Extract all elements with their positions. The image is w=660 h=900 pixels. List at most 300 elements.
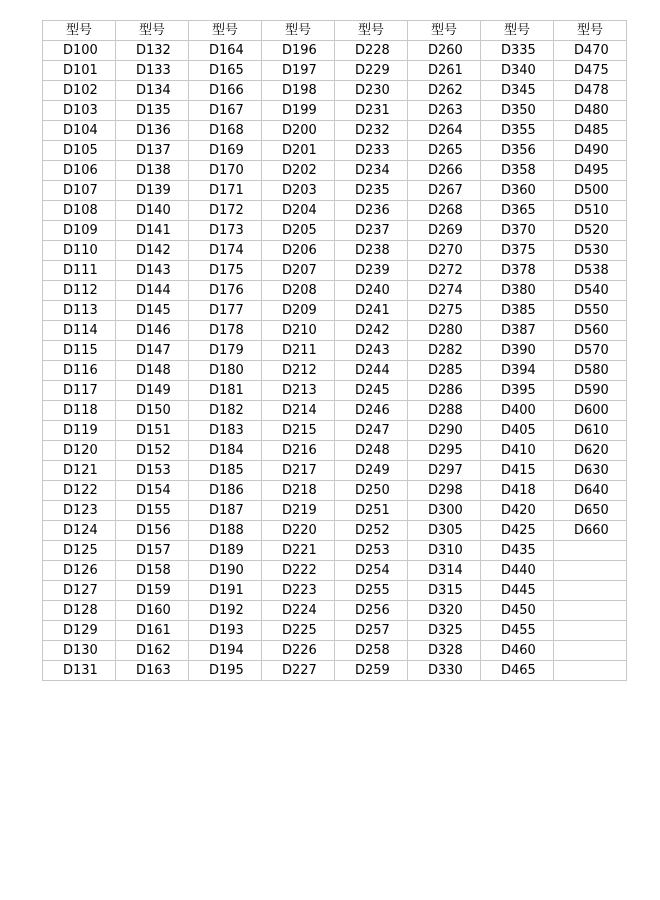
table-cell[interactable]: D140 (116, 201, 189, 221)
table-cell[interactable]: D154 (116, 481, 189, 501)
table-row (43, 541, 627, 561)
table-cell[interactable]: D117 (43, 381, 116, 401)
table-cell[interactable]: D282 (408, 341, 481, 361)
table-cell[interactable]: D112 (43, 281, 116, 301)
table-cell[interactable]: D244 (335, 361, 408, 381)
table-cell[interactable]: D186 (189, 481, 262, 501)
table-cell[interactable]: D104 (43, 121, 116, 141)
header-row (43, 21, 627, 41)
table-cell[interactable]: D315 (408, 581, 481, 601)
table-cell[interactable]: D247 (335, 421, 408, 441)
table-cell[interactable]: D231 (335, 101, 408, 121)
table-cell[interactable]: D213 (262, 381, 335, 401)
table-row (43, 221, 627, 241)
table-cell[interactable]: D298 (408, 481, 481, 501)
table-cell[interactable]: D260 (408, 41, 481, 61)
table-cell[interactable]: D440 (481, 561, 554, 581)
table-row (43, 401, 627, 421)
table-cell[interactable]: D620 (554, 441, 627, 461)
table-cell[interactable]: D115 (43, 341, 116, 361)
table-cell[interactable]: D375 (481, 241, 554, 261)
table-cell[interactable]: D230 (335, 81, 408, 101)
table-cell[interactable]: D171 (189, 181, 262, 201)
table-cell[interactable]: D138 (116, 161, 189, 181)
table-cell[interactable]: D285 (408, 361, 481, 381)
table-cell[interactable]: D120 (43, 441, 116, 461)
table-cell[interactable]: D205 (262, 221, 335, 241)
table-row (43, 161, 627, 181)
table-cell[interactable]: D650 (554, 501, 627, 521)
table-cell[interactable]: D295 (408, 441, 481, 461)
table-cell[interactable]: D380 (481, 281, 554, 301)
table-cell[interactable]: D147 (116, 341, 189, 361)
table-cell[interactable]: D132 (116, 41, 189, 61)
table-row (43, 661, 627, 681)
table-cell[interactable]: D143 (116, 261, 189, 281)
table-cell[interactable]: D212 (262, 361, 335, 381)
table-cell[interactable]: D460 (481, 641, 554, 661)
table-cell[interactable]: D155 (116, 501, 189, 521)
table-cell[interactable]: D275 (408, 301, 481, 321)
table-cell[interactable]: D245 (335, 381, 408, 401)
table-cell[interactable]: D150 (116, 401, 189, 421)
table-cell[interactable]: D161 (116, 621, 189, 641)
spreadsheet-sheet (42, 20, 627, 681)
table-cell[interactable]: D510 (554, 201, 627, 221)
table-cell[interactable]: D113 (43, 301, 116, 321)
table-row (43, 421, 627, 441)
table-cell[interactable]: D640 (554, 481, 627, 501)
table-cell[interactable]: D224 (262, 601, 335, 621)
table-row (43, 41, 627, 61)
table-row (43, 321, 627, 341)
table-cell[interactable]: D239 (335, 261, 408, 281)
table-cell[interactable]: D355 (481, 121, 554, 141)
table-cell[interactable]: D141 (116, 221, 189, 241)
table-cell[interactable]: D152 (116, 441, 189, 461)
table-cell[interactable]: D195 (189, 661, 262, 681)
table-cell[interactable]: D133 (116, 61, 189, 81)
table-row (43, 81, 627, 101)
table-cell[interactable]: D191 (189, 581, 262, 601)
table-cell[interactable]: D194 (189, 641, 262, 661)
table-cell[interactable]: D148 (116, 361, 189, 381)
table-row (43, 601, 627, 621)
table-cell[interactable]: D172 (189, 201, 262, 221)
table-cell[interactable]: D137 (116, 141, 189, 161)
column-header-3[interactable]: 型号 (189, 21, 262, 41)
table-cell[interactable]: D164 (189, 41, 262, 61)
table-cell[interactable]: D188 (189, 521, 262, 541)
table-cell[interactable]: D490 (554, 141, 627, 161)
table-cell[interactable]: D400 (481, 401, 554, 421)
table-cell[interactable]: D233 (335, 141, 408, 161)
table-cell[interactable]: D254 (335, 561, 408, 581)
table-cell[interactable]: D256 (335, 601, 408, 621)
table-row (43, 561, 627, 581)
table-cell[interactable]: D225 (262, 621, 335, 641)
table-cell[interactable]: D165 (189, 61, 262, 81)
table-cell[interactable]: D420 (481, 501, 554, 521)
table-cell[interactable]: D249 (335, 461, 408, 481)
table-cell[interactable]: D108 (43, 201, 116, 221)
model-table (42, 20, 627, 681)
table-cell[interactable]: D405 (481, 421, 554, 441)
table-cell[interactable]: D206 (262, 241, 335, 261)
table-cell[interactable]: D210 (262, 321, 335, 341)
table-cell[interactable]: D325 (408, 621, 481, 641)
table-cell[interactable]: D183 (189, 421, 262, 441)
table-cell[interactable]: D198 (262, 81, 335, 101)
table-cell[interactable]: D274 (408, 281, 481, 301)
table-cell[interactable]: D203 (262, 181, 335, 201)
table-cell[interactable]: D181 (189, 381, 262, 401)
table-cell[interactable]: D356 (481, 141, 554, 161)
table-cell[interactable]: D370 (481, 221, 554, 241)
table-cell[interactable]: D219 (262, 501, 335, 521)
table-cell[interactable]: D207 (262, 261, 335, 281)
table-cell[interactable]: D455 (481, 621, 554, 641)
table-cell[interactable]: D580 (554, 361, 627, 381)
table-row (43, 201, 627, 221)
table-cell[interactable]: D196 (262, 41, 335, 61)
table-cell[interactable]: D267 (408, 181, 481, 201)
table-cell[interactable]: D122 (43, 481, 116, 501)
table-cell[interactable]: D495 (554, 161, 627, 181)
table-cell[interactable]: D221 (262, 541, 335, 561)
table-cell[interactable]: D182 (189, 401, 262, 421)
table-cell[interactable]: D500 (554, 181, 627, 201)
table-row (43, 641, 627, 661)
table-cell[interactable]: D223 (262, 581, 335, 601)
column-header-8[interactable]: 型号 (554, 21, 627, 41)
table-row (43, 241, 627, 261)
table-row (43, 61, 627, 81)
table-cell[interactable]: D560 (554, 321, 627, 341)
table-cell[interactable]: D232 (335, 121, 408, 141)
table-row (43, 501, 627, 521)
table-cell[interactable]: D263 (408, 101, 481, 121)
table-cell[interactable]: D480 (554, 101, 627, 121)
table-cell[interactable]: D177 (189, 301, 262, 321)
table-cell[interactable]: D328 (408, 641, 481, 661)
table-cell[interactable]: D570 (554, 341, 627, 361)
table-cell[interactable]: D190 (189, 561, 262, 581)
table-cell[interactable]: D258 (335, 641, 408, 661)
table-cell[interactable]: D340 (481, 61, 554, 81)
table-cell[interactable]: D184 (189, 441, 262, 461)
table-cell[interactable]: D320 (408, 601, 481, 621)
table-row (43, 521, 627, 541)
table-cell[interactable] (554, 561, 627, 581)
table-cell[interactable]: D192 (189, 601, 262, 621)
table-cell[interactable]: D202 (262, 161, 335, 181)
table-cell[interactable]: D590 (554, 381, 627, 401)
table-cell[interactable]: D134 (116, 81, 189, 101)
table-cell[interactable]: D179 (189, 341, 262, 361)
table-row (43, 281, 627, 301)
table-cell[interactable]: D111 (43, 261, 116, 281)
table-cell[interactable]: D394 (481, 361, 554, 381)
table-cell[interactable]: D265 (408, 141, 481, 161)
table-cell[interactable]: D162 (116, 641, 189, 661)
table-cell[interactable]: D200 (262, 121, 335, 141)
table-cell[interactable]: D235 (335, 181, 408, 201)
column-header-5[interactable]: 型号 (335, 21, 408, 41)
table-cell[interactable]: D385 (481, 301, 554, 321)
table-cell[interactable]: D156 (116, 521, 189, 541)
table-cell[interactable]: D149 (116, 381, 189, 401)
table-cell[interactable]: D435 (481, 541, 554, 561)
column-header-6[interactable]: 型号 (408, 21, 481, 41)
table-cell[interactable]: D110 (43, 241, 116, 261)
table-cell[interactable]: D250 (335, 481, 408, 501)
table-cell[interactable]: D252 (335, 521, 408, 541)
table-row (43, 121, 627, 141)
table-cell[interactable]: D208 (262, 281, 335, 301)
table-cell[interactable]: D146 (116, 321, 189, 341)
table-cell[interactable]: D139 (116, 181, 189, 201)
table-cell[interactable]: D144 (116, 281, 189, 301)
table-row (43, 341, 627, 361)
table-cell[interactable]: D286 (408, 381, 481, 401)
table-cell[interactable]: D288 (408, 401, 481, 421)
table-cell[interactable]: D158 (116, 561, 189, 581)
table-cell[interactable]: D125 (43, 541, 116, 561)
table-cell[interactable]: D124 (43, 521, 116, 541)
table-cell[interactable]: D314 (408, 561, 481, 581)
table-cell[interactable]: D485 (554, 121, 627, 141)
table-cell[interactable]: D264 (408, 121, 481, 141)
table-cell[interactable]: D226 (262, 641, 335, 661)
table-cell[interactable]: D218 (262, 481, 335, 501)
table-cell[interactable]: D410 (481, 441, 554, 461)
table-cell[interactable]: D159 (116, 581, 189, 601)
table-row (43, 301, 627, 321)
table-cell[interactable]: D121 (43, 461, 116, 481)
table-cell[interactable]: D166 (189, 81, 262, 101)
table-body (43, 41, 627, 681)
table-cell[interactable]: D145 (116, 301, 189, 321)
table-cell[interactable]: D310 (408, 541, 481, 561)
table-cell[interactable]: D197 (262, 61, 335, 81)
table-cell[interactable]: D610 (554, 421, 627, 441)
table-cell[interactable]: D173 (189, 221, 262, 241)
table-cell[interactable]: D350 (481, 101, 554, 121)
table-cell[interactable]: D168 (189, 121, 262, 141)
table-cell[interactable]: D251 (335, 501, 408, 521)
table-cell[interactable]: D280 (408, 321, 481, 341)
table-cell[interactable]: D118 (43, 401, 116, 421)
table-cell[interactable]: D540 (554, 281, 627, 301)
table-cell[interactable]: D160 (116, 601, 189, 621)
table-cell[interactable]: D465 (481, 661, 554, 681)
table-cell[interactable]: D475 (554, 61, 627, 81)
table-cell[interactable]: D300 (408, 501, 481, 521)
table-cell[interactable]: D425 (481, 521, 554, 541)
table-cell[interactable]: D234 (335, 161, 408, 181)
column-header-2[interactable]: 型号 (116, 21, 189, 41)
table-cell[interactable]: D390 (481, 341, 554, 361)
table-cell[interactable]: D103 (43, 101, 116, 121)
table-cell[interactable]: D135 (116, 101, 189, 121)
table-cell[interactable]: D330 (408, 661, 481, 681)
table-cell[interactable]: D157 (116, 541, 189, 561)
table-cell[interactable]: D297 (408, 461, 481, 481)
table-cell[interactable]: D163 (116, 661, 189, 681)
table-cell[interactable]: D248 (335, 441, 408, 461)
table-cell[interactable]: D209 (262, 301, 335, 321)
table-cell[interactable]: D216 (262, 441, 335, 461)
table-cell[interactable]: D257 (335, 621, 408, 641)
table-cell[interactable]: D360 (481, 181, 554, 201)
table-cell[interactable]: D262 (408, 81, 481, 101)
table-cell[interactable]: D478 (554, 81, 627, 101)
table-cell[interactable]: D358 (481, 161, 554, 181)
column-header-7[interactable]: 型号 (481, 21, 554, 41)
table-cell[interactable]: D178 (189, 321, 262, 341)
table-cell[interactable] (554, 581, 627, 601)
table-cell[interactable]: D335 (481, 41, 554, 61)
table-row (43, 461, 627, 481)
table-cell[interactable]: D240 (335, 281, 408, 301)
table-cell[interactable]: D660 (554, 521, 627, 541)
table-cell[interactable]: D105 (43, 141, 116, 161)
table-cell[interactable]: D415 (481, 461, 554, 481)
table-cell[interactable]: D246 (335, 401, 408, 421)
table-cell[interactable]: D174 (189, 241, 262, 261)
table-cell[interactable]: D305 (408, 521, 481, 541)
table-cell[interactable]: D189 (189, 541, 262, 561)
table-cell[interactable] (554, 601, 627, 621)
table-cell[interactable]: D142 (116, 241, 189, 261)
table-cell[interactable]: D228 (335, 41, 408, 61)
table-cell[interactable]: D243 (335, 341, 408, 361)
table-cell[interactable]: D199 (262, 101, 335, 121)
table-cell[interactable]: D100 (43, 41, 116, 61)
table-cell[interactable]: D227 (262, 661, 335, 681)
table-cell[interactable]: D241 (335, 301, 408, 321)
table-cell[interactable]: D128 (43, 601, 116, 621)
table-cell[interactable]: D180 (189, 361, 262, 381)
table-cell[interactable]: D215 (262, 421, 335, 441)
table-cell[interactable]: D268 (408, 201, 481, 221)
table-cell[interactable]: D106 (43, 161, 116, 181)
table-row (43, 481, 627, 501)
table-cell[interactable]: D153 (116, 461, 189, 481)
table-cell[interactable]: D136 (116, 121, 189, 141)
table-cell[interactable]: D255 (335, 581, 408, 601)
table-cell[interactable]: D259 (335, 661, 408, 681)
table-cell[interactable] (554, 641, 627, 661)
table-cell[interactable]: D175 (189, 261, 262, 281)
table-row (43, 141, 627, 161)
table-cell[interactable]: D220 (262, 521, 335, 541)
table-cell[interactable]: D600 (554, 401, 627, 421)
table-cell[interactable]: D222 (262, 561, 335, 581)
table-cell[interactable]: D187 (189, 501, 262, 521)
table-cell[interactable] (554, 661, 627, 681)
table-cell[interactable]: D253 (335, 541, 408, 561)
table-cell[interactable]: D365 (481, 201, 554, 221)
table-cell[interactable]: D102 (43, 81, 116, 101)
table-cell[interactable]: D269 (408, 221, 481, 241)
table-cell[interactable]: D214 (262, 401, 335, 421)
table-cell[interactable]: D169 (189, 141, 262, 161)
table-cell[interactable] (554, 541, 627, 561)
column-header-1[interactable]: 型号 (43, 21, 116, 41)
table-cell[interactable]: D130 (43, 641, 116, 661)
table-cell[interactable]: D378 (481, 261, 554, 281)
table-row (43, 381, 627, 401)
table-cell[interactable]: D242 (335, 321, 408, 341)
table-cell[interactable]: D538 (554, 261, 627, 281)
table-cell[interactable]: D445 (481, 581, 554, 601)
table-cell[interactable]: D261 (408, 61, 481, 81)
table-cell[interactable]: D236 (335, 201, 408, 221)
table-cell[interactable]: D270 (408, 241, 481, 261)
table-cell[interactable]: D193 (189, 621, 262, 641)
table-row (43, 101, 627, 121)
table-row (43, 361, 627, 381)
table-row (43, 581, 627, 601)
table-cell[interactable]: D272 (408, 261, 481, 281)
table-cell[interactable]: D550 (554, 301, 627, 321)
table-cell[interactable]: D201 (262, 141, 335, 161)
table-cell[interactable]: D127 (43, 581, 116, 601)
table-cell[interactable]: D119 (43, 421, 116, 441)
table-cell[interactable]: D151 (116, 421, 189, 441)
table-cell[interactable]: D217 (262, 461, 335, 481)
table-cell[interactable]: D123 (43, 501, 116, 521)
table-cell[interactable]: D395 (481, 381, 554, 401)
table-cell[interactable]: D211 (262, 341, 335, 361)
table-cell[interactable]: D129 (43, 621, 116, 641)
table-cell[interactable]: D185 (189, 461, 262, 481)
table-cell[interactable]: D167 (189, 101, 262, 121)
table-cell[interactable]: D290 (408, 421, 481, 441)
table-cell[interactable]: D204 (262, 201, 335, 221)
table-cell[interactable]: D470 (554, 41, 627, 61)
table-cell[interactable]: D229 (335, 61, 408, 81)
table-cell[interactable]: D109 (43, 221, 116, 241)
table-cell[interactable]: D630 (554, 461, 627, 481)
table-row (43, 621, 627, 641)
table-cell[interactable]: D176 (189, 281, 262, 301)
table-cell[interactable]: D266 (408, 161, 481, 181)
table-cell[interactable]: D126 (43, 561, 116, 581)
table-cell[interactable]: D238 (335, 241, 408, 261)
table-cell[interactable]: D418 (481, 481, 554, 501)
table-cell[interactable]: D530 (554, 241, 627, 261)
table-cell[interactable]: D116 (43, 361, 116, 381)
table-cell[interactable]: D101 (43, 61, 116, 81)
table-row (43, 261, 627, 281)
table-cell[interactable]: D107 (43, 181, 116, 201)
table-cell[interactable] (554, 621, 627, 641)
table-cell[interactable]: D520 (554, 221, 627, 241)
column-header-4[interactable]: 型号 (262, 21, 335, 41)
table-cell[interactable]: D237 (335, 221, 408, 241)
table-row (43, 181, 627, 201)
table-cell[interactable]: D345 (481, 81, 554, 101)
table-cell[interactable]: D131 (43, 661, 116, 681)
table-cell[interactable]: D387 (481, 321, 554, 341)
table-cell[interactable]: D450 (481, 601, 554, 621)
table-cell[interactable]: D114 (43, 321, 116, 341)
table-row (43, 441, 627, 461)
table-cell[interactable]: D170 (189, 161, 262, 181)
